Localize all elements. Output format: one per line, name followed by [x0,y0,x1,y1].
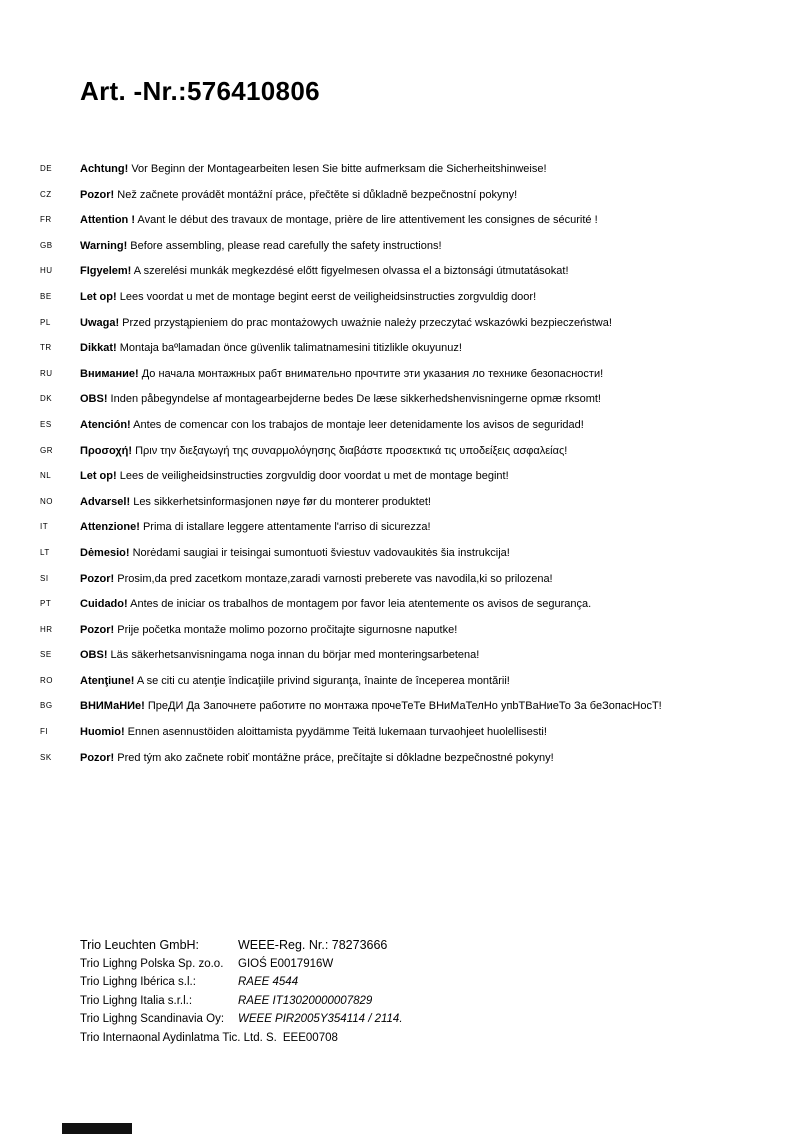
warning-row [40,316,774,330]
warning-body: Ennen asennustöiden aloittamista pyydämme Teitä lukemaan turvaohjeet huolellisesti! [124,726,547,739]
registration-number: RAEE 4544 [238,976,299,988]
warning-row [40,699,774,713]
warning-body: Przed przystąpieniem do prac montażowych uważnie należy przeczytać wskazówki bezpieczeństwa! [119,316,612,329]
language-code: ES [40,419,52,429]
warning-body: Läs säkerhetsanvisningama noga innan du börjar med monteringsarbetena! [107,649,480,662]
language-code: PT [40,599,52,609]
language-code: RO [40,675,53,685]
warning-text [80,648,479,662]
warning-keyword: Dėmesio! [80,546,130,559]
warning-row [40,444,774,458]
warning-text [80,597,591,611]
warning-body: Montaja baºlamadan önce güvenlik talimatnamesini titizlikle okuyunuz! [116,342,462,355]
warning-text [80,367,603,381]
warning-text [80,725,547,739]
registration-number: WEEE-Reg. Nr.: 78273666 [238,938,388,952]
warning-body: Prije početka montaže molimo pozorno pročitajte sigurnosne naputke! [114,623,458,636]
language-code: HR [40,624,53,634]
warning-text [80,623,457,637]
footer-line [80,992,762,1011]
warning-keyword: Cuidado! [80,598,128,611]
warning-text [80,162,547,176]
warning-keyword: OBS! [80,393,108,406]
language-code: RU [40,368,53,378]
company-name: Trio Lighng Scandinavia Oy: [80,1013,225,1025]
warning-keyword: Dikkat! [80,342,117,355]
language-code: SI [40,573,49,583]
language-code: DK [40,394,53,404]
footer-line [80,1010,762,1029]
footer-line [80,936,762,955]
warning-row [40,290,774,304]
company-name: Trio Lighng Ibérica s.l.: [80,976,196,988]
warning-row [40,597,774,611]
footer-line [80,955,762,974]
warning-row [40,648,774,662]
warning-text [80,572,553,586]
warning-row [40,264,774,278]
warning-body: ПреДИ Да Започнете работите по монтажа прочеТеТе ВНиМаТелНо упbТВаНиеТо За беЗопасНосТ! [144,700,662,713]
warning-row [40,162,774,176]
registration-number: GIOŚ E0017916W [238,957,334,970]
warning-text [80,418,584,432]
language-code: IT [40,522,49,532]
warning-keyword: Pozor! [80,572,115,585]
warning-text [80,188,517,202]
warning-row [40,188,774,202]
language-code: FI [40,727,49,737]
warning-row [40,520,774,534]
warning-keyword: Warning! [80,239,128,252]
warning-keyword: OBS! [80,649,108,662]
registration-number: WEEE PIR2005Y354114 / 2114. [238,1013,403,1025]
company-name: Trio Internaonal Aydinlatma Tic. Ltd. S. [80,1031,277,1044]
language-code: DE [40,164,53,173]
language-code: BG [40,701,53,711]
company-name: Trio Lighng Italia s.r.l.: [80,994,193,1007]
warning-text [80,392,601,406]
warning-body: Inden påbegyndelse af montagearbejderne bedes De læse sikkerhedshenvisningerne opmæ rksomt! [107,393,601,406]
warning-keyword: ВНИМаНИе! [80,700,145,713]
warning-keyword: Προσοχή! [80,444,133,457]
warning-body: Avant le début des travaux de montage, prière de lire attentivement les consignes de sécurité ! [134,214,598,227]
safety-warnings-list [40,162,774,776]
warning-text [80,316,612,330]
warning-body: Antes de iniciar os trabalhos de montagem por favor leia atentemente os avisos de segurança. [127,598,592,611]
warning-row [40,418,774,432]
warning-keyword: Attention ! [80,214,135,227]
warning-body: Norėdami saugiai ir teisingai sumontuoti šviestuv vadovaukitės šia instrukcija! [129,546,510,559]
warning-body: Lees voordat u met de montage begint eerst de veiligheidsinstructies zorgvuldig door! [116,290,537,303]
warning-body: A szerelési munkák megkezdésé előtt figyelmesen olvassa el a biztonsági útmutatásokat! [131,265,569,278]
warning-keyword: Pozor! [80,623,115,636]
warning-row [40,469,774,483]
language-code: LT [40,547,50,557]
warning-keyword: Attenzione! [80,521,140,534]
warning-keyword: Let op! [80,290,117,303]
warning-keyword: FIgyelem! [80,265,132,278]
warning-text [80,674,510,688]
warning-body: Lees de veiligheidsinstructies zorgvuldig door voordat u met de montage begint! [116,470,509,483]
warning-body: Než začnete provádět montážní práce, přečtěte si důkladně bezpečnostní pokyny! [114,188,518,201]
bottom-left-black-mark [62,1123,132,1134]
warning-text [80,546,510,560]
warning-keyword: Uwaga! [80,316,120,329]
warning-body: Πριν την διεξαγωγή της συναρμολόγησης διαβάστε προσεκτικά τις υποδείξεις ασφαλείας! [132,444,568,457]
warning-keyword: Achtung! [80,163,129,175]
warning-keyword: Atención! [80,418,131,431]
warning-keyword: Atenţiune! [80,674,135,687]
warning-row [40,341,774,355]
warning-text [80,495,431,509]
warning-row [40,725,774,739]
warning-row [40,367,774,381]
warning-text [80,469,509,483]
language-code: HU [40,266,53,276]
language-code: BE [40,291,52,301]
language-code: FR [40,215,52,225]
warning-body: A se citi cu atenţie îndicaţiile privind siguranţa, înainte de începerea montării! [134,674,510,687]
language-code: CZ [40,189,52,199]
language-code: PL [40,317,51,327]
footer-line [80,1029,762,1048]
manufacturer-registration-block [80,936,762,1047]
registration-number: EEE00708 [282,1031,338,1044]
warning-body: До начала монтажных рабт внимательно прочтите эти указания ло технике безопасности! [138,367,604,380]
warning-row [40,495,774,509]
warning-body: Prima di istallare leggere attentamente l'arriso di sicurezza! [139,521,431,534]
language-code: NO [40,496,53,506]
warning-body: Vor Beginn der Montagearbeiten lesen Sie bitte aufmerksam die Sicherheitshinweise! [128,163,547,175]
warning-text [80,290,536,304]
language-code: NL [40,471,52,481]
warning-keyword: Let op! [80,470,117,483]
language-code: TR [40,343,52,353]
warning-body: Before assembling, please read carefully the safety instructions! [127,239,442,252]
warning-body: Antes de comencar con los trabajos de montaje leer detenidamente los avisos de seguridad! [130,418,584,431]
warning-text [80,213,598,227]
warning-row [40,674,774,688]
article-number-title: Art. -Nr.:576410806 [80,76,320,106]
footer-line [80,973,762,992]
warning-text [80,444,567,458]
warning-keyword: Pozor! [80,751,115,764]
warning-row [40,572,774,586]
warning-text [80,264,569,278]
language-code: SK [40,752,52,762]
warning-row [40,239,774,253]
company-name: Trio Lighng Polska Sp. zo.o. [80,957,224,970]
language-code: GR [40,445,53,455]
company-name: Trio Leuchten GmbH: [80,938,200,952]
warning-keyword: Pozor! [80,188,115,201]
warning-keyword: Huomio! [80,726,125,739]
warning-text [80,699,662,713]
warning-keyword: Внимание! [80,367,139,380]
warning-text [80,520,431,534]
language-code: GB [40,240,53,250]
warning-text [80,341,462,355]
warning-body: Les sikkerhetsinformasjonen nøye før du monterer produktet! [130,495,431,508]
warning-row [40,751,774,765]
warning-body: Pred tým ako začnete robiť montážne práce, prečítajte si dôkladne bezpečnostné pokyny! [114,751,554,764]
warning-row [40,623,774,637]
warning-row [40,546,774,560]
warning-body: Prosim,da pred zacetkom montaze,zaradi varnosti preberete vas navodila,ki so prilozena! [114,572,553,585]
warning-text [80,239,442,253]
warning-text [80,751,554,765]
language-code: SE [40,650,52,660]
registration-number: RAEE IT13020000007829 [238,994,373,1007]
warning-row [40,213,774,227]
warning-keyword: Advarsel! [80,495,131,508]
warning-row [40,392,774,406]
